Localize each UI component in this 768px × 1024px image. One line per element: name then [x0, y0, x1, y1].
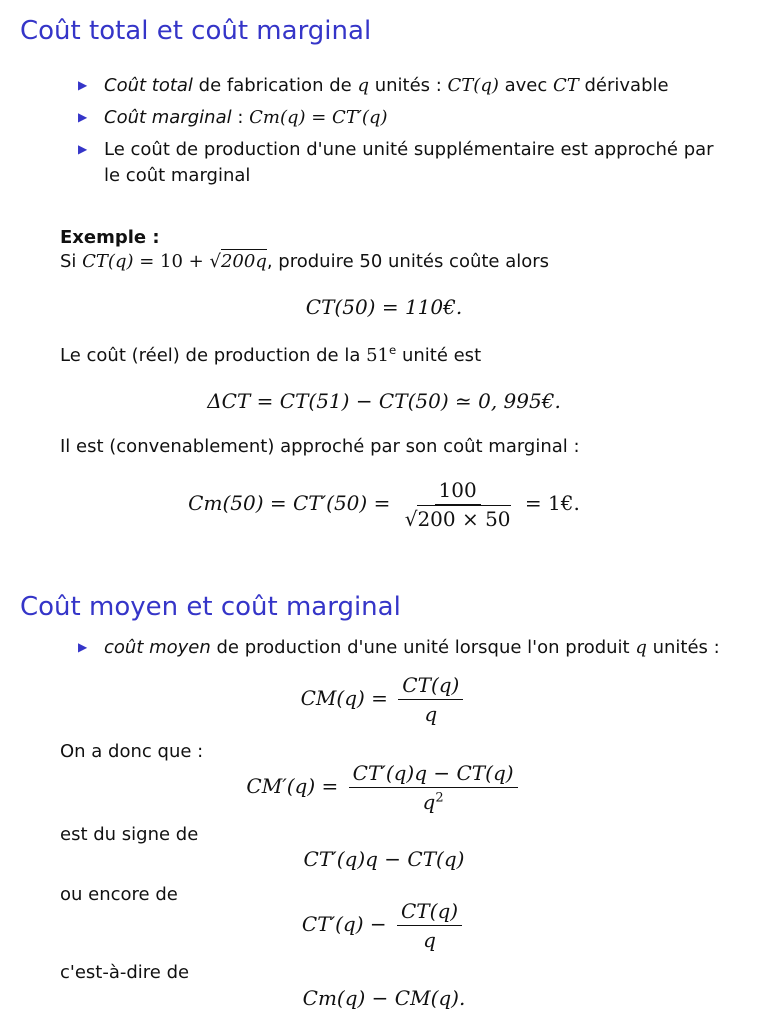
equation-delta-ct: ΔCT = CT(51) − CT(50) ≃ 0, 995€.: [207, 389, 561, 413]
bullet-cout-production-line2: le coût marginal: [104, 165, 251, 186]
example-label: Exemple :: [60, 227, 160, 248]
bullet-marker-icon: ▶: [78, 78, 88, 92]
equation-cm-prime: CM′(q) = $\frac{CT'(q)q - CT(q)}{q^2}$: [0, 761, 768, 814]
section-title-cout-total: Coût total et coût marginal: [20, 16, 372, 46]
equation-encore: CT′(q) − $\frac{CT(q)}{q}$: [0, 899, 768, 952]
bullet-cout-moyen: ▶ coût moyen de production d'une unité lorsque l'on produit q unités :: [78, 637, 720, 658]
fraction: $\frac{CT(q)}{q}$: [397, 899, 462, 952]
fraction: $\frac{CT(q)}{q}$: [398, 673, 463, 726]
bullet-cout-marginal: ▶ Coût marginal : Cm(q) = CT′(q): [78, 107, 388, 128]
signe-text: est du signe de: [60, 824, 199, 845]
equation-ct50: CT(50) = 110€.: [305, 295, 463, 319]
approx-text: Il est (convenablement) approché par son coût marginal :: [60, 436, 580, 457]
fraction: $\frac{100}{√200 \times 50}$: [404, 478, 511, 531]
section-title-cout-moyen: Coût moyen et coût marginal: [20, 592, 401, 622]
bullet-marker-icon: ▶: [78, 142, 88, 156]
fraction: $\frac{CT'(q)q - CT(q)}{q^2}$: [349, 761, 518, 814]
example-intro: Si CT(q) = 10 + √200q, produire 50 unités coûte alors: [60, 251, 550, 272]
equation-final: Cm(q) − CM(q).: [302, 986, 466, 1010]
equation-signe: CT′(q)q − CT(q): [303, 847, 465, 871]
real-cost-text: Le coût (réel) de production de la 51e unité est: [60, 343, 482, 366]
equation-cm50: Cm(50) = CT′(50) = $\frac{100}{√200 \times 50}$ = 1€.: [188, 478, 580, 531]
bullet-marker-icon: ▶: [78, 110, 88, 124]
bullet-marker-icon: ▶: [78, 640, 88, 654]
cad-text: c'est-à-dire de: [60, 962, 190, 983]
donc-text: On a donc que :: [60, 741, 204, 762]
equation-cm: CM(q) = $\frac{CT(q)}{q}$: [0, 673, 768, 726]
bullet-cout-total: ▶ Coût total de fabrication de q unités : CT(q) avec CT dérivable: [78, 75, 669, 96]
encore-text: ou encore de: [60, 884, 178, 905]
bullet-cout-production: ▶ Le coût de production d'une unité supplémentaire est approché par: [78, 139, 714, 160]
